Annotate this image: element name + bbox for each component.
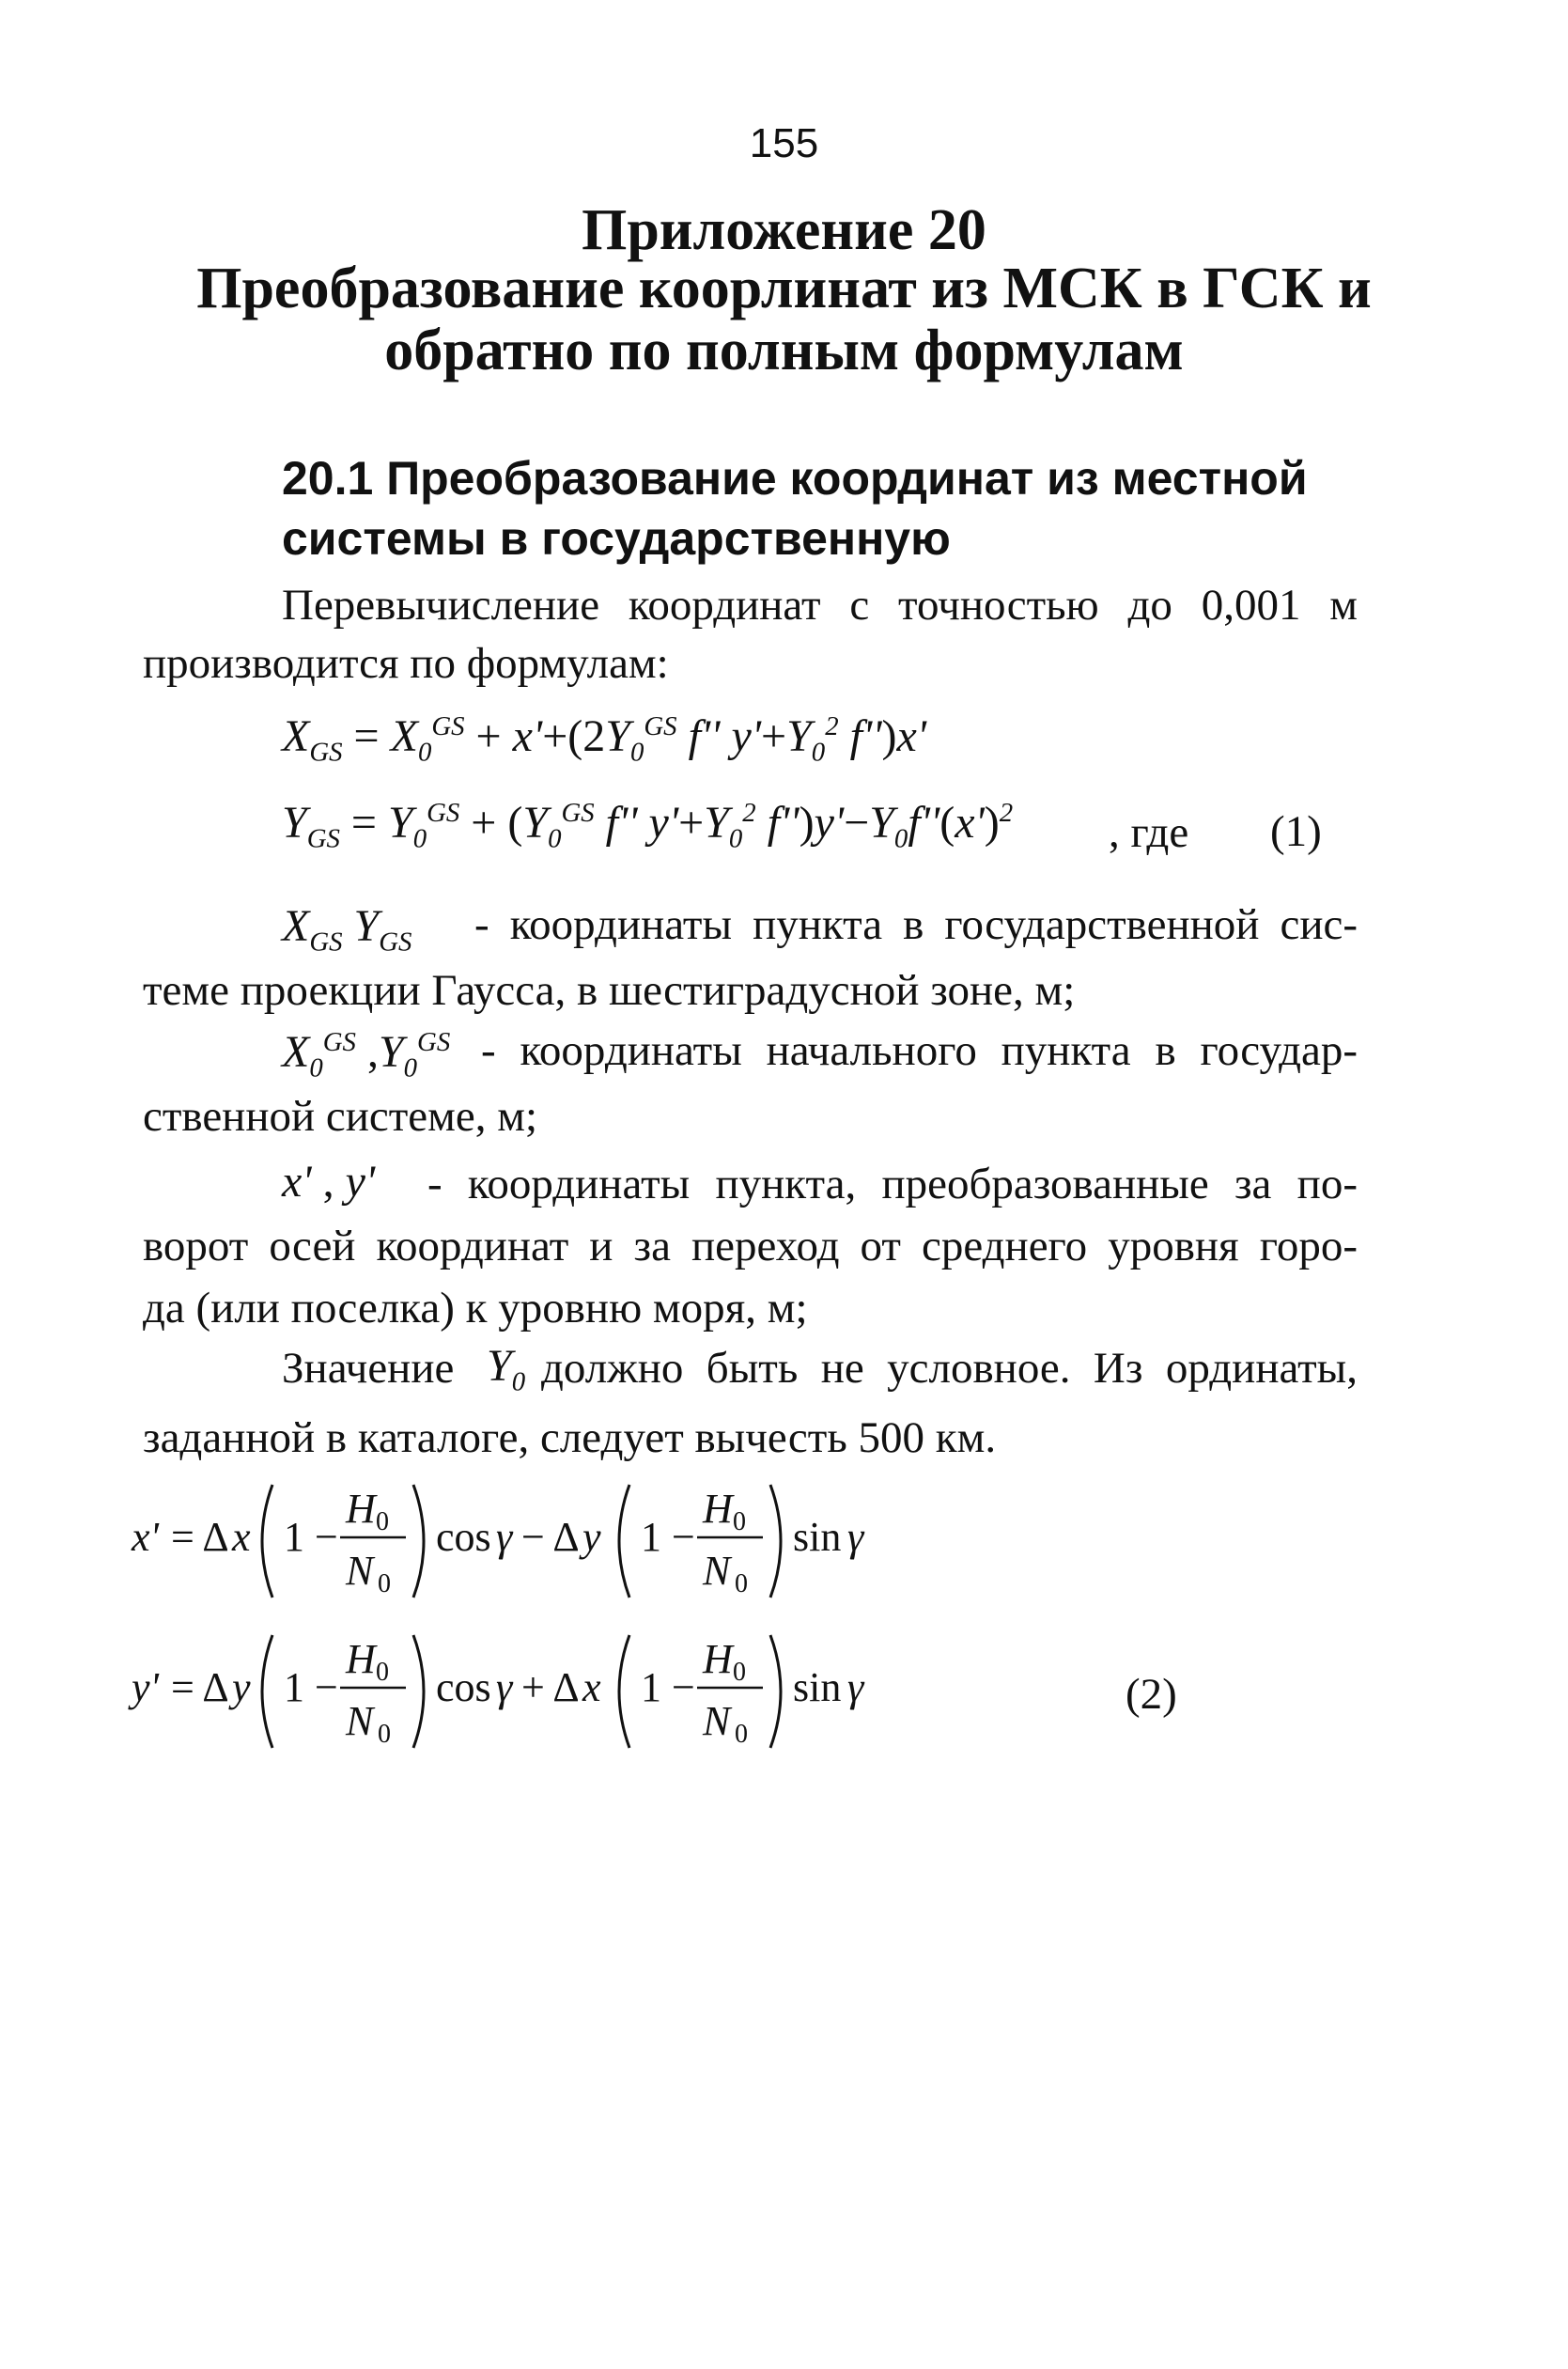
- note-suffix: должно быть не условное. Из ординаты,: [541, 1344, 1358, 1393]
- svg-text:H: H: [346, 1486, 376, 1532]
- svg-text:γ: γ: [496, 1664, 513, 1710]
- svg-text:0: 0: [378, 1720, 391, 1749]
- note-line-2: заданной в каталоге, следует вычесть 500 км.: [143, 1413, 997, 1462]
- svg-text:1 −: 1 −: [641, 1514, 695, 1560]
- note-symbol: $Y_0$: [487, 1341, 526, 1397]
- definition-1-line-2: теме проекции Гаусса, в шестиградусной зоне, м;: [143, 966, 1076, 1015]
- svg-text:γ: γ: [847, 1514, 864, 1560]
- svg-text:H: H: [703, 1486, 733, 1532]
- svg-text:H: H: [346, 1636, 376, 1682]
- svg-text:1 −: 1 −: [641, 1664, 695, 1710]
- svg-text:− Δ: − Δ: [521, 1514, 580, 1560]
- svg-text:0: 0: [735, 1720, 748, 1749]
- intro-line-1: Перевычисление координат с точностью до 0,001 м: [282, 581, 1358, 630]
- svg-text:N: N: [346, 1548, 374, 1594]
- svg-text:N: N: [346, 1698, 374, 1744]
- svg-text:y': y': [132, 1664, 159, 1710]
- svg-text:= Δ: = Δ: [171, 1664, 229, 1710]
- svg-text:1 −: 1 −: [284, 1664, 338, 1710]
- definition-2-line-1: - координаты начального пункта в государ-: [481, 1026, 1358, 1075]
- svg-text:x: x: [582, 1664, 601, 1710]
- svg-text:x: x: [232, 1514, 251, 1560]
- definition-3-symbols: x' , y': [282, 1157, 376, 1207]
- svg-text:N: N: [703, 1548, 731, 1594]
- svg-text:0: 0: [733, 1658, 746, 1687]
- svg-text:= Δ: = Δ: [171, 1514, 229, 1560]
- svg-text:H: H: [703, 1636, 733, 1682]
- svg-text:0: 0: [735, 1569, 748, 1598]
- page-number: 155: [749, 120, 819, 166]
- definition-3-line-3: да (или поселка) к уровню моря, м;: [143, 1284, 808, 1333]
- definition-2-line-2: ственной системе, м;: [143, 1092, 538, 1141]
- formula-1-x: $X_{GS} = X_0^{GS} + x'+(2Y_0^{GS}$ f'' $y'+Y_0^2$ f'')x': [282, 711, 927, 768]
- svg-text:γ: γ: [847, 1664, 864, 1710]
- definition-2-symbols: $X_0^{GS}$ $,Y_0^{GS}$: [282, 1027, 451, 1083]
- svg-text:0: 0: [376, 1658, 389, 1687]
- svg-text:cos: cos: [436, 1514, 491, 1560]
- svg-text:y: y: [582, 1514, 601, 1560]
- svg-text:0: 0: [733, 1507, 746, 1536]
- svg-text:x': x': [132, 1514, 159, 1560]
- svg-text:0: 0: [378, 1569, 391, 1598]
- definition-1-symbols: $X_{GS}$ $Y_{GS}$: [282, 901, 412, 958]
- svg-text:0: 0: [376, 1507, 389, 1536]
- definition-3-line-2: ворот осей координат и за переход от среднего уровня горо-: [143, 1222, 1358, 1270]
- svg-text:sin: sin: [793, 1514, 842, 1560]
- definition-1-line-1: - координаты пункта в государственной сис-: [474, 900, 1358, 949]
- title-line-3: обратно по полным формулам: [384, 319, 1184, 382]
- formula-1-y: $Y_{GS} = Y_0^{GS} + (Y_0^{GS}$ f'' $y'+Y_0^2$ $f'')y'-Y_0f''(x')^2$: [282, 798, 1014, 854]
- section-heading-line-2: системы в государственную: [282, 512, 951, 565]
- formula-1-where: , где: [1109, 808, 1189, 857]
- svg-text:+ Δ: + Δ: [521, 1664, 580, 1710]
- svg-text:1 −: 1 −: [284, 1514, 338, 1560]
- note-prefix: Значение: [282, 1344, 455, 1393]
- formula-1-number: (1): [1270, 807, 1322, 856]
- svg-text:cos: cos: [436, 1664, 491, 1710]
- formula-2-number: (2): [1126, 1670, 1177, 1719]
- svg-text:N: N: [703, 1698, 731, 1744]
- title-line-2: Преобразование коорлинат из МСК в ГСК и: [196, 257, 1372, 320]
- svg-text:γ: γ: [496, 1514, 513, 1560]
- svg-text:sin: sin: [793, 1664, 842, 1710]
- formula-2: [122, 1466, 1174, 1776]
- definition-3-line-1: - координаты пункта, преобразованные за по-: [427, 1160, 1358, 1208]
- section-heading-line-1: 20.1 Преобразование координат из местной: [282, 452, 1308, 505]
- intro-line-2: производится по формулам:: [143, 639, 669, 688]
- svg-text:y: y: [232, 1664, 251, 1710]
- appendix-title: Приложение 20: [582, 198, 986, 262]
